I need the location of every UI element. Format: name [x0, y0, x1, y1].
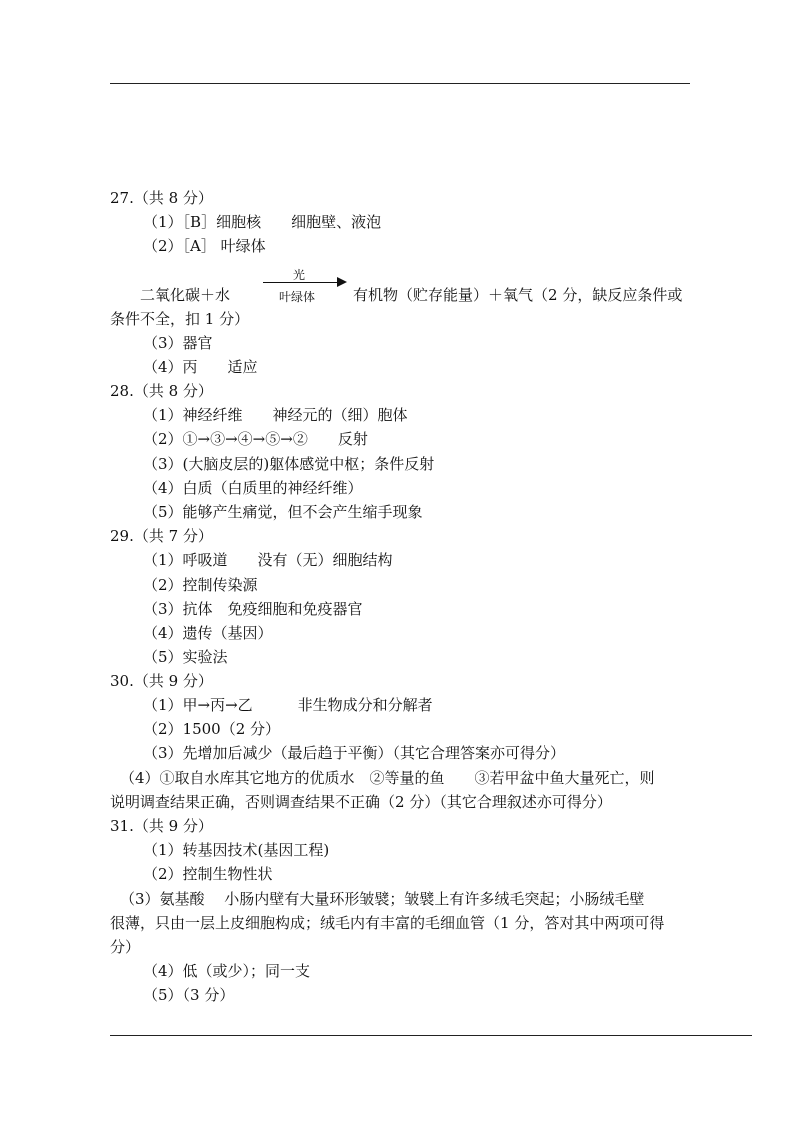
answer-28-2: （2）①→③→④→⑤→② 反射 — [143, 430, 368, 448]
answer-31-1: （1）转基因技术(基因工程) — [143, 841, 330, 859]
answer-30-4-line2: 说明调查结果正确，否则调查结果不正确（2 分）（其它合理叙述亦可得分） — [110, 793, 612, 811]
answer-28-3: （3）(大脑皮层的)躯体感觉中枢；条件反射 — [143, 455, 435, 473]
answer-30-3: （3）先增加后减少（最后趋于平衡）（其它合理答案亦可得分） — [143, 744, 566, 762]
answer-30-4-line1: （4）①取自水库其它地方的优质水 ②等量的鱼 ③若甲盆中鱼大量死亡，则 — [120, 769, 655, 787]
question-30-header: 30.（共 9 分） — [110, 672, 213, 690]
answer-31-3-line2: 很薄，只由一层上皮细胞构成；绒毛内有丰富的毛细血管（1 分，答对其中两项可得 — [110, 914, 665, 932]
arrow-shaft — [263, 282, 339, 283]
reaction-arrow — [263, 268, 349, 308]
answer-31-3-line1: （3）氨基酸 小肠内壁有大量环形皱襞；皱襞上有许多绒毛突起；小肠绒毛壁 — [120, 890, 645, 908]
answer-28-4: （4）白质（白质里的神经纤维） — [143, 479, 363, 497]
answer-29-2: （2）控制传染源 — [143, 576, 258, 594]
answer-27-2: （2）［A］ 叶绿体 — [143, 237, 266, 255]
photosynthesis-equation — [110, 268, 710, 308]
answer-31-5: （5）（3 分） — [143, 986, 235, 1004]
answer-29-5: （5）实验法 — [143, 648, 228, 666]
answer-29-4: （4）遗传（基因） — [143, 624, 273, 642]
footer-rule — [110, 1035, 752, 1036]
answer-27-4: （4）丙 适应 — [143, 358, 258, 376]
answer-30-2: （2）1500（2 分） — [143, 720, 281, 738]
answer-29-1: （1）呼吸道 没有（无）细胞结构 — [143, 551, 393, 569]
answer-30-1: （1）甲→丙→乙 非生物成分和分解者 — [143, 696, 433, 714]
answer-27-note: 条件不全，扣 1 分） — [110, 310, 250, 328]
question-28-header: 28.（共 8 分） — [110, 382, 213, 400]
answer-31-3-line3: 分） — [110, 938, 141, 956]
header-rule — [110, 83, 690, 84]
answer-31-2: （2）控制生物性状 — [143, 865, 273, 883]
arrow-head-icon — [337, 277, 347, 287]
answer-27-1: （1）［B］细胞核 细胞壁、液泡 — [143, 213, 382, 231]
reaction-condition-light: 光 — [293, 268, 306, 282]
question-29-header: 29.（共 7 分） — [110, 527, 213, 545]
question-27-header: 27.（共 8 分） — [110, 189, 213, 207]
answer-29-3: （3）抗体 免疫细胞和免疫器官 — [143, 600, 363, 618]
reaction-condition-chloroplast: 叶绿体 — [279, 290, 316, 304]
answer-28-1: （1）神经纤维 神经元的（细）胞体 — [143, 406, 408, 424]
equation-reactants: 二氧化碳＋水 — [140, 286, 231, 304]
answer-31-4: （4）低（或少）；同一支 — [143, 962, 311, 980]
equation-products: 有机物（贮存能量）＋氧气（2 分，缺反应条件或 — [353, 286, 683, 304]
answer-28-5: （5）能够产生痛觉，但不会产生缩手现象 — [143, 503, 423, 521]
question-31-header: 31.（共 9 分） — [110, 817, 213, 835]
answer-27-3: （3）器官 — [143, 334, 213, 352]
